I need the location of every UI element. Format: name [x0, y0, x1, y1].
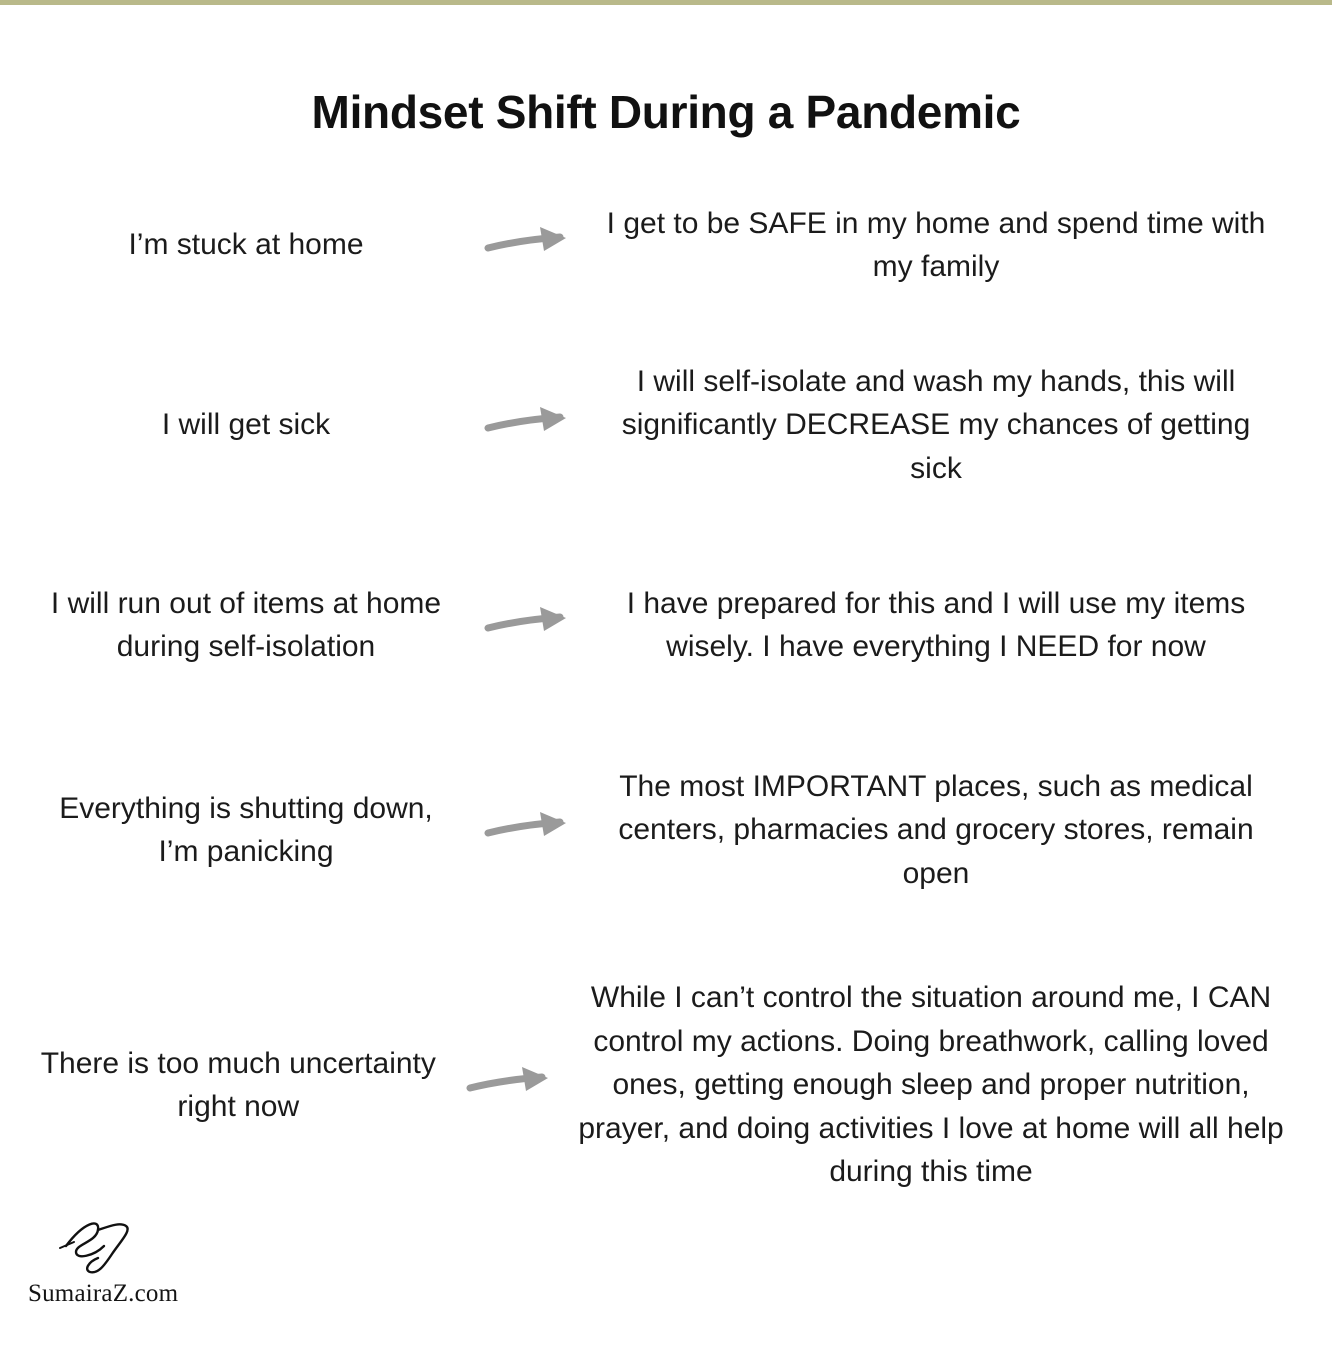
arrow-right-icon: [455, 1065, 571, 1105]
reframed-thought-text: I get to be SAFE in my home and spend time with my family: [606, 206, 1266, 283]
reframed-thought-text: I have prepared for this and I will use my items wisely. I have everything I NEED for now: [626, 586, 1246, 663]
reframed-thought-text: I will self-isolate and wash my hands, this will significantly DECREASE my chances of getting sick: [621, 364, 1251, 485]
negative-thought-text: Everything is shutting down, I’m panicking: [59, 791, 433, 868]
page-title: Mindset Shift During a Pandemic: [311, 86, 1021, 138]
arrow-right-icon: [470, 605, 590, 645]
list-item: [0, 725, 1332, 935]
negative-thought-text: I’m stuck at home: [128, 228, 364, 262]
reframed-thought-text: The most IMPORTANT places, such as medical centers, pharmacies and grocery stores, remain open: [618, 769, 1254, 890]
negative-thought-text: I will get sick: [161, 408, 331, 442]
list-item: [0, 935, 1332, 1235]
website-label: SumairaZ.com: [28, 1280, 179, 1307]
mindset-shift-list: [0, 165, 1332, 1235]
arrow-right-icon: [470, 225, 590, 265]
list-item: [0, 525, 1332, 725]
poster-canvas: [0, 5, 1332, 1368]
list-item: [0, 165, 1332, 325]
negative-thought-text: There is too much uncertainty right now: [40, 1046, 436, 1123]
reframed-thought-text: While I can’t control the situation around me, I CAN control my actions. Doing breathwork, calling loved ones, getting enough sleep and proper nutrition, prayer, and doing activities I love at home will all help during this time: [578, 981, 1284, 1189]
signature-mark: [54, 1216, 144, 1278]
arrow-right-icon: [470, 810, 590, 850]
list-item: [0, 325, 1332, 525]
footer-credit: [28, 1216, 348, 1308]
negative-thought-text: I will run out of items at home during self-isolation: [50, 586, 442, 663]
arrow-right-icon: [470, 405, 590, 445]
